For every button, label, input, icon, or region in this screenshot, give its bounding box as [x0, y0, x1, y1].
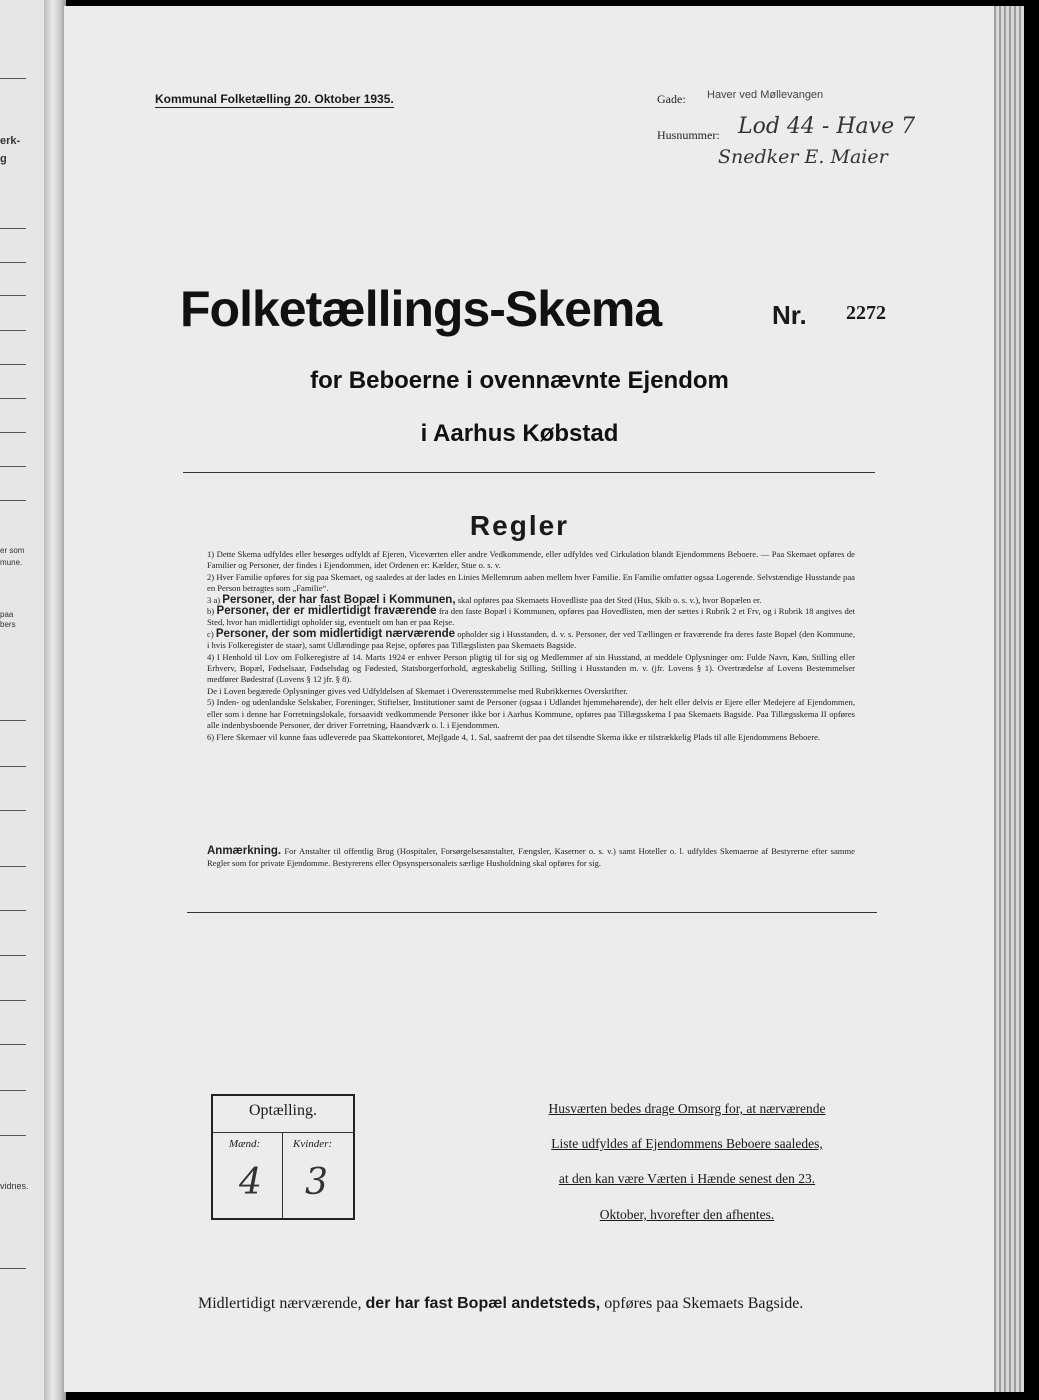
rule-3b-bold: Personer, der er midlertidigt fraværende: [216, 605, 437, 618]
left-page-rule: [0, 1268, 26, 1269]
count-divider: [213, 1132, 353, 1133]
left-page-rule: [0, 466, 26, 467]
left-page-rule: [0, 1135, 26, 1136]
left-page-rule: [0, 720, 26, 721]
left-page-rule: [0, 228, 26, 229]
left-page-rule: [0, 500, 26, 501]
count-title: Optælling.: [248, 1102, 317, 1119]
rule-3b-number: b): [207, 606, 215, 617]
rule-4: 4) I Henhold til Lov om Folkeregistre af 14. Marts 1924 er enhver Person pligtig til for sig og Medlemmer af sin Husstand, at meddele Oplysninger om: Fulde Navn, Køn, Stilling eller Erhverv, Bopæl, Fødselsaar, Fødselsdag og Fødested, Statsborgerforhold, ægteskabelig Stilling, Stilling i Husstanden m. v. (jfr. Lovens § 1). Overtrædelse af Lovens Bestemmelser medfører Bødestraf (Lovens § 12 jfr. § 8).: [207, 651, 855, 685]
left-page-rule: [0, 330, 26, 331]
left-page-rule: [0, 1090, 26, 1091]
divider: [183, 472, 875, 473]
street-label: Gade:: [657, 92, 686, 106]
form-title: Folketællings-Skema: [180, 281, 662, 337]
left-page-text: mune.: [0, 558, 23, 567]
remark-label: Anmærkning.: [207, 845, 282, 857]
bottom-note-pre: Midlertidigt nærværende,: [198, 1295, 362, 1312]
women-label: Kvinder:: [293, 1138, 333, 1150]
census-title: Kommunal Folketælling 20. Oktober 1935.: [155, 92, 394, 106]
left-page-rule: [0, 78, 26, 79]
left-page-rule: [0, 1044, 26, 1045]
book-binding: [44, 0, 66, 1400]
rule-3a-text: skal opføres paa Skemaets Hovedliste paa det Sted (Hus, Skib o. s. v.), hvor Bopælen er.: [457, 594, 762, 605]
form-number-label: Nr.: [772, 300, 807, 330]
rule-3b-text: fra den faste Bopæl i Kommunen, opføres paa Hovedlisten, men der sættes i Rubrik 2 et Frv, og i Rubrik 18 angives det Sted, hvor han midlertidigt opholder sig, eventuelt om han er paa Rejse.: [207, 606, 855, 628]
left-page-fragment: [0, 0, 48, 1400]
left-page-rule: [0, 398, 26, 399]
form-number-value: 2272: [846, 302, 886, 324]
left-page-rule: [0, 295, 26, 296]
bottom-note-bold: der har fast Bopæl andetsteds,: [365, 1295, 601, 1312]
left-page-text: paa: [0, 610, 14, 619]
remark-text: For Anstalter til offentlig Brug (Hospitaler, Forsørgelsesanstalter, Fængsler, Kaserner o. s. v.) samt Hoteller o. l. udfyldes Skemaerne af Bestyrerne efter samme Regler som for private Ejendomme. Bestyrerens eller Opsynspersonalets særlige Husholdning skal opføres for sig.: [207, 846, 855, 868]
rule-4b: De i Loven begærede Oplysninger gives ved Udfyldelsen af Skemaet i Overensstemmelse med Rubrikkernes Overskrifter.: [207, 685, 628, 696]
house-number-value: Lod 44 - Have 7: [738, 114, 916, 139]
rule-3c-text: opholder sig i Husstanden, d. v. s. Personer, der ved Tællingen er fraværende fra deres faste Bopæl (den Kommune, i hvis Folkeregister de staar), samt Udlændinge paa Rejse, opføres paa Tillægslisten paa Skemaets Bagside.: [207, 628, 856, 651]
left-page-text: erk-: [0, 135, 21, 147]
left-page-rule: [0, 262, 26, 263]
host-notice-line: Liste udfyldes af Ejendommens Beboere saaledes,: [551, 1136, 823, 1151]
men-count: 4: [239, 1162, 262, 1203]
rule-2: 2) Hver Familie opføres for sig paa Skemaet, og saaledes at der lades en Linies Mellemrum aaben mellem hver Familie. En Familie omfatter ogsaa Logerende. Selvstændige Husstande paa en Person betragtes som „Familie“.: [207, 571, 855, 594]
remark: [207, 845, 855, 869]
bottom-note-post: opføres paa Skemaets Bagside.: [604, 1295, 804, 1312]
left-page-rule: [0, 955, 26, 956]
left-page-text: vidnes.: [0, 1181, 29, 1191]
men-label: Mænd:: [229, 1138, 261, 1150]
left-page-text: g: [0, 153, 7, 165]
rule-6: 6) Flere Skemaer vil kunne faas udleverede paa Skattekontoret, Mejlgade 4, 1. Sal, saafremt der paa det tilsendte Skema ikke er tilstrækkelig Plads til alle Ejendommens Beboere.: [207, 731, 821, 742]
house-handwritten-note: Snedker E. Maier: [718, 146, 888, 168]
host-notice-line: Oktober, hvorefter den afhentes.: [599, 1207, 775, 1222]
rules-heading: Regler: [469, 510, 570, 541]
divider: [187, 912, 877, 913]
rule-3b: [207, 606, 855, 629]
rule-3c-number: c): [207, 628, 214, 639]
page-stack-edges: [994, 6, 1024, 1392]
host-notice-line: at den kan være Værten i Hænde senest den 23.: [558, 1171, 816, 1186]
form-location: i Aarhus Købstad: [420, 420, 619, 447]
rule-5: 5) Inden- og udenlandske Selskaber, Foreninger, Stiftelser, Institutioner samt de Personer (ogsaa i Udlandet hjemmehørende), der helt eller delvis er Ejere eller Medejere af Ejendommen, eller som i denne har Forretningslokale, forsaavidt vedkommende Personer ikke bor i Aarhus Kommune, opføres paa Tillægsskema I paa Skemaets Bagside. Paa Tillægsskema II opføres alle indenbysboende Personer, der driver Forretning, Haandværk o. l. i Ejendommen.: [207, 697, 855, 731]
left-page-text: er som: [0, 546, 25, 555]
form-subtitle: for Beboerne i ovennævnte Ejendom: [310, 367, 729, 394]
host-notice-line: Husværten bedes drage Omsorg for, at nærværende: [548, 1101, 826, 1116]
left-page-text: bers: [0, 620, 16, 629]
left-page-rule: [0, 1000, 26, 1001]
rule-1: 1) Dette Skema udfyldes eller besørges udfyldt af Ejeren, Viceværten eller andre Vedkommende, eller udfyldes ved Cirkulation blandt Ejendommens Beboere. — Paa Skemaet opføres de Familier og Personer, der findes i Ejendommen, idet Ordenen er: Kælder, Stue o. s. v.: [207, 549, 855, 571]
rule-3a-bold: Personer, der har fast Bopæl i Kommunen,: [222, 593, 456, 606]
house-number-label: Husnummer:: [657, 128, 720, 142]
count-divider: [282, 1132, 283, 1218]
bottom-note: [198, 1295, 803, 1313]
street-value: Haver ved Møllevangen: [707, 89, 824, 101]
rule-3a-number: 3 a): [207, 594, 221, 605]
women-count: 3: [305, 1162, 328, 1203]
left-page-rule: [0, 866, 26, 867]
rule-3c: [207, 629, 855, 652]
left-page-rule: [0, 364, 26, 365]
count-box: [211, 1094, 355, 1220]
rule-3c-bold: Personer, der som midlertidigt nærværende: [215, 627, 456, 640]
left-page-rule: [0, 810, 26, 811]
left-page-rule: [0, 910, 26, 911]
left-page-rule: [0, 766, 26, 767]
rules-text: [207, 549, 855, 743]
